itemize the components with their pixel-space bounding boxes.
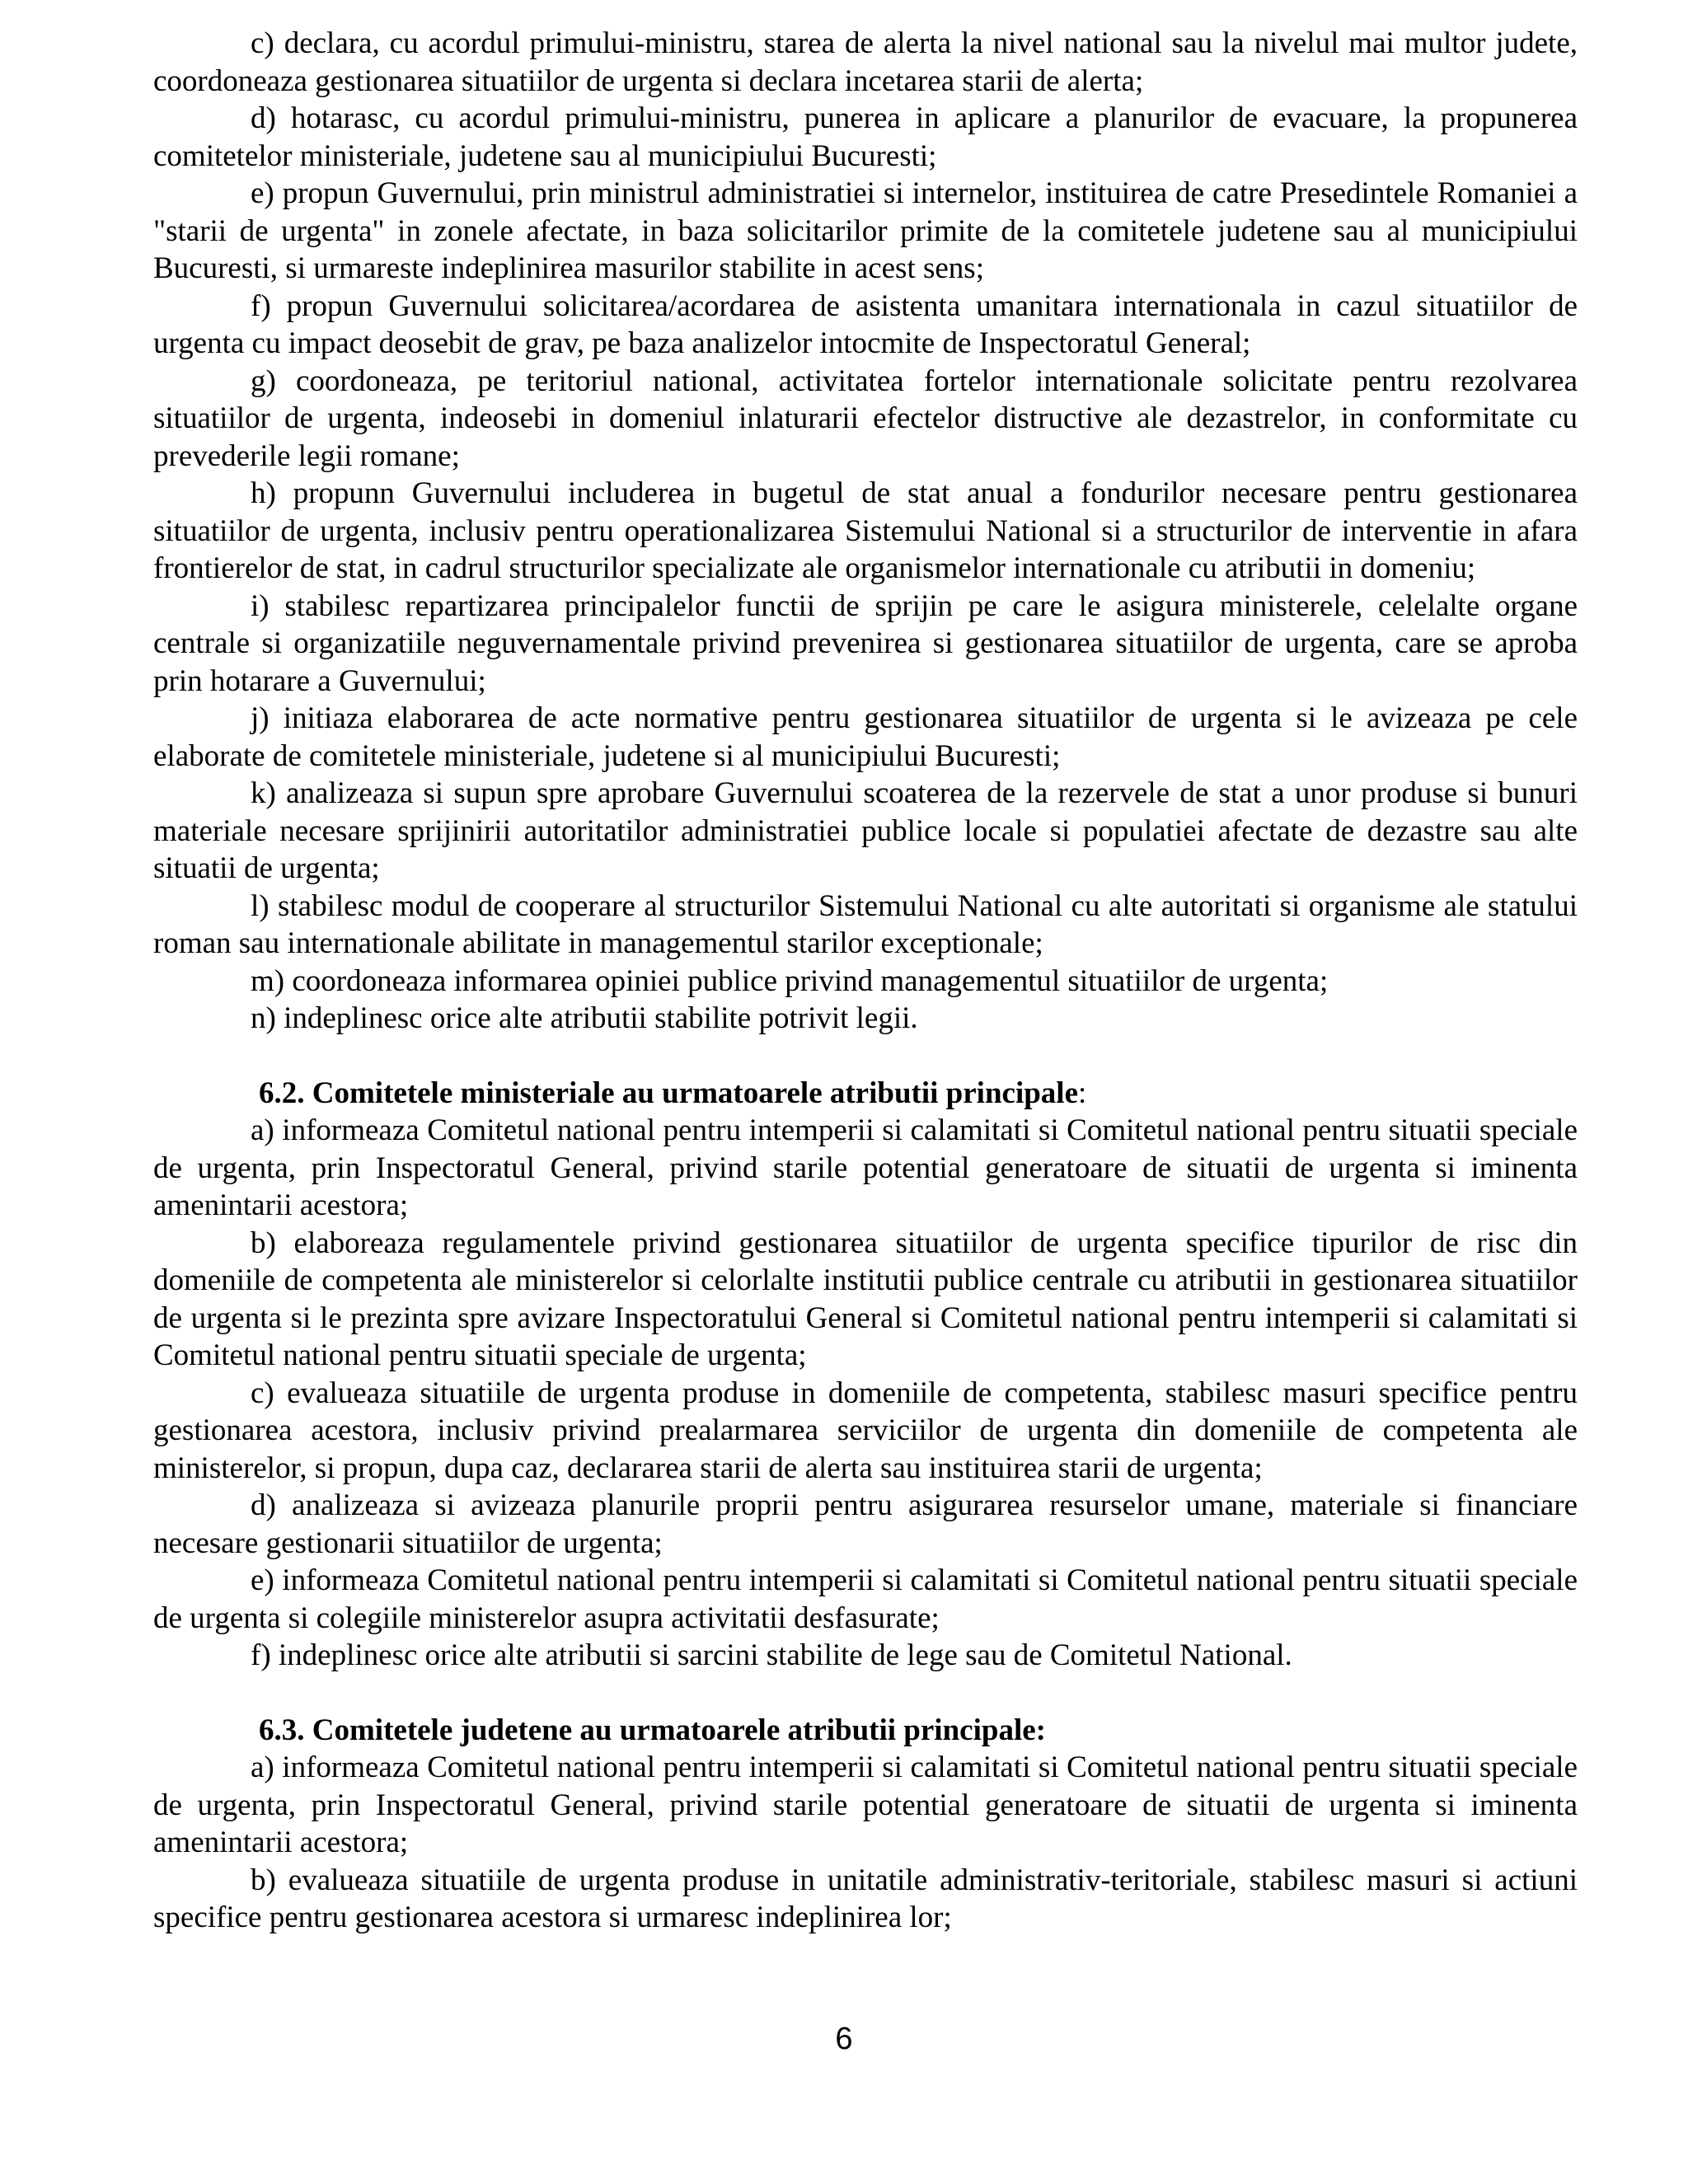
list-item: d) analizeaza si avizeaza planurile proprii pentru asigurarea resurselor umane, materiale si financiare necesare gestionarii situatiilor de urgenta; — [153, 1488, 1578, 1560]
list-item: h) propunn Guvernului includerea in bugetul de stat anual a fondurilor necesare pentru gestionarea situatiilor de urgenta, inclusiv pentru operationalizarea Sistemului National si a structurilor de interventie in afara frontierelor de stat, in cadrul structurilor specializate ale organismelor internationale cu atributii in domeniu; — [153, 476, 1578, 585]
list-item: c) declara, cu acordul primului-ministru, starea de alerta la nivel national sau la nivelul mai multor judete, coordoneaza gestionarea situatiilor de urgenta si declara incetarea starii de alerta; — [153, 26, 1578, 98]
list-item: n) indeplinesc orice alte atributii stabilite potrivit legii. — [251, 1001, 918, 1035]
list-item: e) informeaza Comitetul national pentru intemperii si calamitati si Comitetul national pentru situatii speciale de urgenta si colegiile ministerelor asupra activitatii desfasurate; — [153, 1563, 1578, 1635]
page-number: 6 — [835, 2022, 853, 2056]
section-6-3-list — [153, 1749, 1578, 1937]
section-heading-6-3: 6.3. Comitetele judetene au urmatoarele atributii principale: — [259, 1713, 1046, 1747]
section-6-2-list — [153, 1112, 1578, 1675]
list-item: a) informeaza Comitetul national pentru intemperii si calamitati si Comitetul national pentru situatii speciale de urgenta, prin Inspectoratul General, privind starile potential generatoare de situatii de urgenta si iminenta amenintarii acestora; — [153, 1113, 1578, 1222]
list-item: c) evalueaza situatiile de urgenta produse in domeniile de competenta, stabilesc masuri specifice pentru gestionarea acestora, inclusiv privind prealarmarea serviciilor de urgenta din domeniile de competenta ale ministerelor, si propun, dupa caz, declararea starii de alerta sau instituirea starii de urgenta; — [153, 1376, 1578, 1485]
section-6-1-list — [153, 25, 1578, 1038]
list-item: d) hotarasc, cu acordul primului-ministru, punerea in aplicare a planurilor de evacuare, la propunerea comitetelor ministeriale, judetene sau al municipiului Bucuresti; — [153, 101, 1578, 173]
section-heading-text: 6.2. Comitetele ministeriale au urmatoarele atributii principale — [259, 1076, 1079, 1110]
list-item: b) elaboreaza regulamentele privind gestionarea situatiilor de urgenta specifice tipurilor de risc din domeniile de competenta ale ministerelor si celorlalte institutii publice centrale cu atributii in gestionarea situatiilor de urgenta si le prezinta spre avizare Inspectoratului General si Comitetul national pentru intemperii si calamitati si Comitetul national pentru situatii speciale de urgenta; — [153, 1226, 1578, 1372]
list-item: j) initiaza elaborarea de acte normative pentru gestionarea situatiilor de urgenta si le avizeaza pe cele elaborate de comitetele ministeriale, judetene si al municipiului Bucuresti; — [153, 701, 1578, 773]
list-item: m) coordoneaza informarea opiniei publice privind managementul situatiilor de urgenta; — [251, 963, 1329, 998]
list-item: k) analizeaza si supun spre aprobare Guvernului scoaterea de la rezervele de stat a unor produse si bunuri materiale necesare sprijinirii autoritatilor administratiei publice locale si populatiei afectate de dezastre sau alte situatii de urgenta; — [153, 776, 1578, 885]
list-item: a) informeaza Comitetul national pentru intemperii si calamitati si Comitetul national pentru situatii speciale de urgenta, prin Inspectoratul General, privind starile potential generatoare de situatii de urgenta si iminenta amenintarii acestora; — [153, 1750, 1578, 1859]
document-page — [153, 25, 1578, 1937]
list-item: b) evalueaza situatiile de urgenta produse in unitatile administrativ-teritoriale, stabilesc masuri si actiuni specifice pentru gestionarea acestora si urmaresc indeplinirea lor; — [153, 1863, 1578, 1934]
list-item: e) propun Guvernului, prin ministrul administratiei si internelor, instituirea de catre Presedintele Romaniei a "starii de urgenta" in zonele afectate, in baza solicitarilor primite de la comitetele judetene sau al municipiului Bucuresti, si urmareste indeplinirea masurilor stabilite in acest sens; — [153, 176, 1578, 285]
section-heading-suffix: : — [1078, 1076, 1087, 1110]
list-item: f) propun Guvernului solicitarea/acordarea de asistenta umanitara internationala in cazul situatiilor de urgenta cu impact deosebit de grav, pe baza analizelor intocmite de Inspectoratul General; — [153, 288, 1578, 360]
section-heading-6-2 — [153, 1075, 1578, 1113]
list-item: f) indeplinesc orice alte atributii si sarcini stabilite de lege sau de Comitetul National. — [251, 1638, 1292, 1672]
list-item: i) stabilesc repartizarea principalelor functii de sprijin pe care le asigura ministerele, celelalte organe centrale si organizatiile neguvernamentale privind prevenirea si gestionarea situatiilor de urgenta, care se aproba prin hotarare a Guvernului; — [153, 588, 1578, 698]
list-item: l) stabilesc modul de cooperare al structurilor Sistemului National cu alte autoritati si organisme ale statului roman sau internationale abilitate in managementul starilor exceptionale; — [153, 888, 1578, 960]
list-item: g) coordoneaza, pe teritoriul national, activitatea fortelor internationale solicitate pentru rezolvarea situatiilor de urgenta, indeosebi in domeniul inlaturarii efectelor distructive ale dezastrelor, in conformitate cu prevederile legii romane; — [153, 363, 1578, 473]
